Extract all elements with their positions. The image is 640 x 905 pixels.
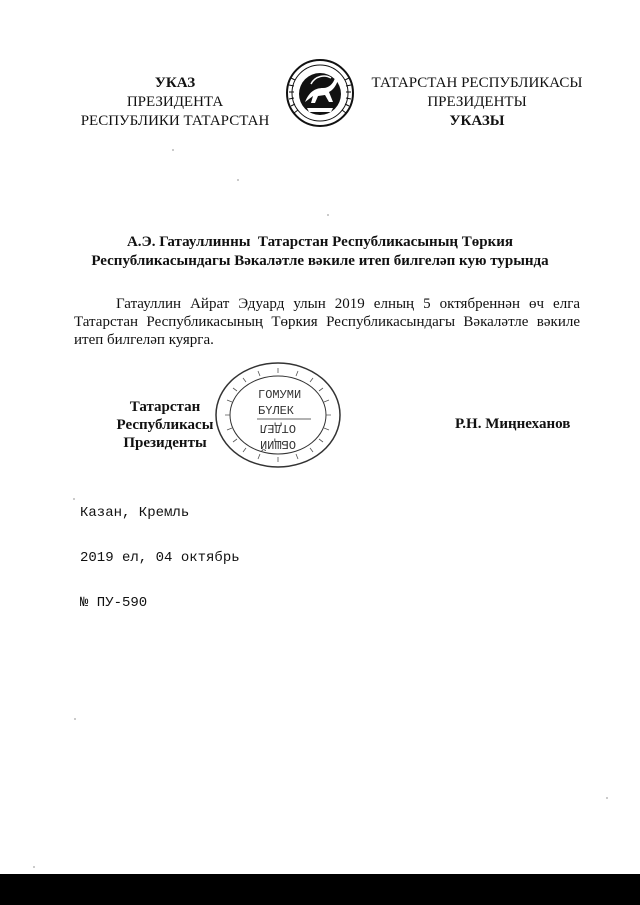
scan-speck: [327, 214, 329, 216]
scan-speck: [172, 149, 174, 151]
header-left-line-1: УКАЗ: [154, 75, 196, 91]
stamp-line-3: ОТДЕЛ: [259, 421, 296, 435]
footer-number: № ПУ-590: [80, 595, 148, 611]
signature-title-line-2: Президенты: [123, 435, 207, 451]
header-right-line-3: УКАЗЫ: [449, 113, 505, 129]
header-right-line-1: ТАТАРСТАН РЕСПУБЛИКАСЫ: [371, 75, 583, 91]
official-stamp: [213, 360, 343, 470]
decree-title-line-2: Республикасындагы Вәкаләтле вәкиле итеп билгеләп кую турында: [91, 253, 549, 269]
header-right-line-2: ПРЕЗИДЕНТЫ: [427, 94, 527, 110]
decree-body: Гатауллин Айрат Эдуард улын 2019 елның 5 октябреннән өч елга Татарстан Республикасының Төркия Республикасындагы Вәкаләтле вәкиле итеп билгеләп куярга.: [74, 296, 580, 348]
stamp-line-2: БҮЛЕК: [258, 404, 295, 418]
stamp-line-1: ГОМУМИ: [258, 388, 302, 402]
coat-of-arms-icon: [285, 58, 355, 128]
header-left-line-3: РЕСПУБЛИКИ ТАТАРСТАН: [80, 113, 270, 129]
decree-footer: [80, 476, 240, 641]
signature-title-line-1: Татарстан Республикасы: [116, 399, 214, 433]
scan-speck: [33, 866, 35, 868]
scan-speck: [237, 179, 239, 181]
scan-speck: [73, 498, 75, 500]
header-right-tatar: [362, 74, 592, 131]
decree-title: [60, 233, 580, 271]
footer-date: 2019 ел, 04 октябрь: [80, 550, 240, 566]
header-left-line-2: ПРЕЗИДЕНТА: [126, 94, 224, 110]
stamp-line-4: ОБЩИЙ: [259, 437, 296, 451]
scan-speck: [74, 718, 76, 720]
footer-place: Казан, Кремль: [80, 505, 190, 521]
scan-bottom-edge: [0, 874, 640, 905]
decree-title-line-1: А.Э. Гатауллинны Татарстан Республикасының Төркия: [126, 234, 514, 250]
header-left-russian: [70, 74, 280, 131]
scan-speck: [606, 797, 608, 799]
signature-name: Р.Н. Миңнеханов: [455, 416, 571, 432]
